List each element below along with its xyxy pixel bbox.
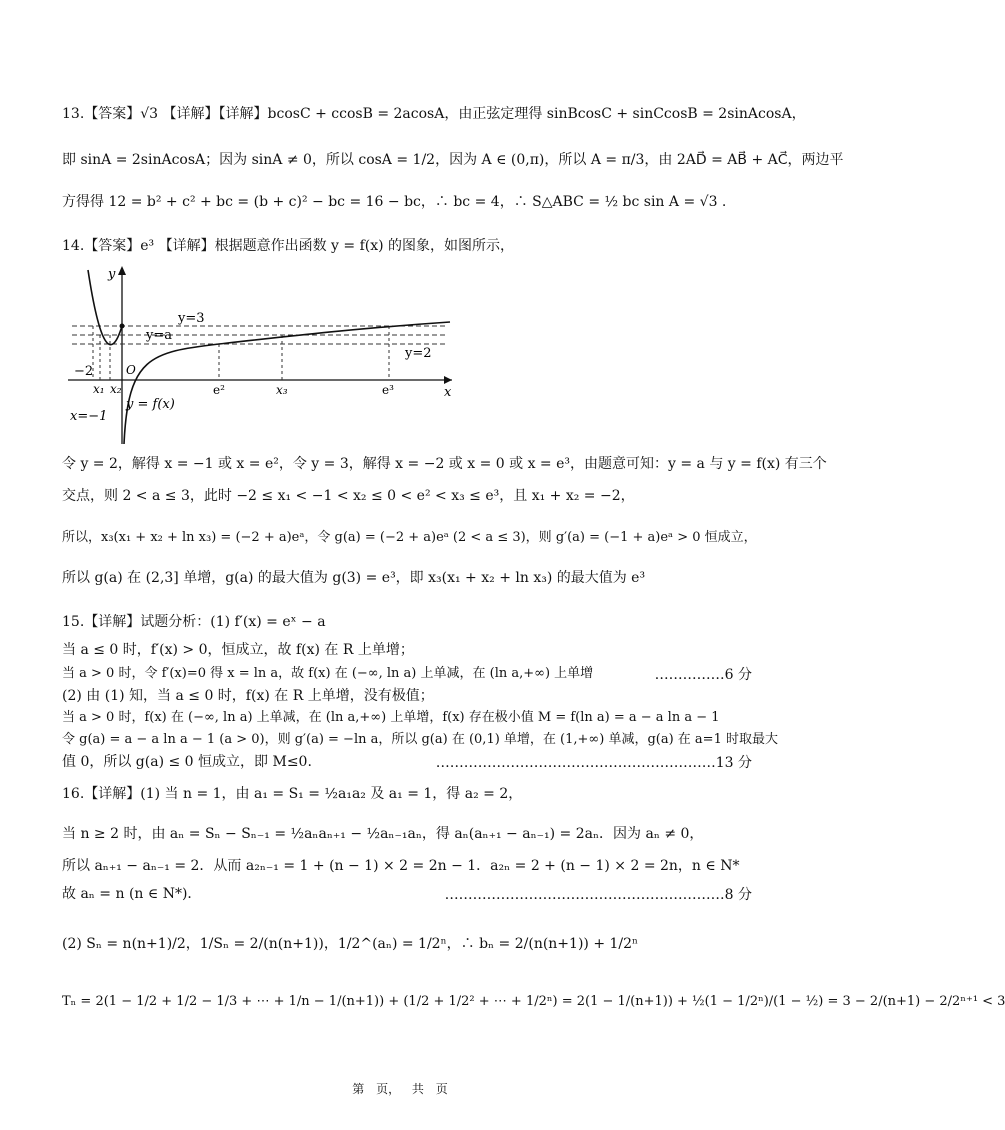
p15-line-5: 当 a > 0 时，f(x) 在 (−∞, ln a) 上单减，在 (ln a,+∞) 上单增，f(x) 存在极小值 M = f(ln a) = a − a ln a − 1 (62, 710, 720, 725)
p16-line-3: 所以 aₙ₊₁ − aₙ₋₁ = 2．从而 a₂ₙ₋₁ = 1 + (n − 1) × 2 = 2n − 1．a₂ₙ = 2 + (n − 1) × 2 = 2n，n ∈ N* (62, 858, 740, 874)
label-y3: y=3 (178, 311, 205, 326)
p14-line-5: 所以 g(a) 在 (2,3] 单增，g(a) 的最大值为 g(3) = e³，即 x₃(x₁ + x₂ + ln x₃) 的最大值为 e³ (62, 570, 646, 586)
p15-line-1: 15.【详解】试题分析：(1) f′(x) = eˣ − a (62, 614, 326, 630)
p16-line-2: 当 n ≥ 2 时，由 aₙ = Sₙ − Sₙ₋₁ = ½aₙaₙ₊₁ − ½aₙ₋₁aₙ，得 aₙ(aₙ₊₁ − aₙ₋₁) = 2aₙ．因为 aₙ ≠ 0， (62, 826, 704, 842)
p15-line-7: 值 0，所以 g(a) ≤ 0 恒成立，即 M≤0. (62, 754, 312, 770)
p16-line-4: 故 aₙ = n (n ∈ N*)． (62, 886, 202, 902)
p16-line-6: Tₙ = 2(1 − 1/2 + 1/2 − 1/3 + ⋯ + 1/n − 1/(n+1)) + (1/2 + 1/2² + ⋯ + 1/2ⁿ) = 2(1 − 1/(n+1)) + ½(1 − 1/2ⁿ)/(1 − ½) = 3 − 2/(n+1) − 2/2ⁿ⁺¹ < 3 (62, 994, 1005, 1009)
label-e3: e³ (382, 383, 394, 397)
p15-score-2: ……………………………………………………13 分 (435, 755, 752, 771)
p16-line-1: 16.【详解】(1) 当 n = 1，由 a₁ = S₁ = ½a₁a₂ 及 a₁ = 1，得 a₂ = 2， (62, 786, 523, 802)
footer-total-unit: 页 (435, 1082, 448, 1096)
origin-label: O (126, 363, 136, 377)
p15-line-4: (2) 由 (1) 知，当 a ≤ 0 时，f(x) 在 R 上单增，没有极值； (62, 688, 434, 704)
y-axis-label: y (108, 267, 116, 282)
label-x1: x₁ (93, 382, 105, 396)
p13-line-2: 即 sinA = 2sinAcosA；因为 sinA ≠ 0，所以 cosA = 1/2，因为 A ∈ (0,π)，所以 A = π/3，由 2AD⃗ = AB⃗ + AC⃗，两边平 (62, 152, 844, 168)
y-axis-arrow-icon (118, 266, 126, 275)
p14-line-1: 14.【答案】e³ 【详解】根据题意作出函数 y = f(x) 的图象，如图所示， (62, 238, 515, 254)
label-neg2: −2 (74, 364, 94, 379)
label-fx: y = f(x) (126, 397, 175, 412)
p15-line-2: 当 a ≤ 0 时，f′(x) > 0，恒成立，故 f(x) 在 R 上单增； (62, 642, 414, 658)
p16-line-5: (2) Sₙ = n(n+1)/2，1/Sₙ = 2/(n(n+1))，1/2^(aₙ) = 1/2ⁿ，∴ bₙ = 2/(n(n+1)) + 1/2ⁿ (62, 936, 639, 952)
p14-line-2: 令 y = 2，解得 x = −1 或 x = e²，令 y = 3，解得 x = −2 或 x = 0 或 x = e³，由题意可知：y = a 与 y = f(x) 有三个 (62, 456, 827, 472)
label-x3: x₃ (276, 383, 288, 397)
p13-line-1: 13.【答案】√3 【详解】【详解】bcosC + ccosB = 2acosA，由正弦定理得 sinBcosC + sinCcosB = 2sinAcosA， (62, 106, 806, 122)
p14-line-4: 所以，x₃(x₁ + x₂ + ln x₃) = (−2 + a)eᵃ，令 g(a) = (−2 + a)eᵃ (2 < a ≤ 3)，则 g′(a) = (−1 + a)eᵃ > 0 恒成立， (62, 530, 757, 545)
label-ya: y=a (146, 328, 172, 343)
p16-score-1: ……………………………………………………8 分 (444, 887, 752, 903)
label-xneg1: x=−1 (70, 409, 108, 424)
label-e2: e² (213, 383, 225, 397)
label-x2: x₂ (110, 382, 122, 396)
x-axis-arrow-icon (444, 376, 452, 384)
p15-line-3: 当 a > 0 时，令 f′(x)=0 得 x = ln a，故 f(x) 在 (−∞, ln a) 上单减，在 (ln a,+∞) 上单增 (62, 666, 594, 681)
footer-page: 第 (352, 1082, 365, 1096)
footer-page-unit: 页， (376, 1082, 401, 1096)
label-y2: y=2 (405, 346, 432, 361)
p14-line-3: 交点，则 2 < a ≤ 3，此时 −2 ≤ x₁ < −1 < x₂ ≤ 0 < e² < x₃ ≤ e³，且 x₁ + x₂ = −2， (62, 488, 635, 504)
endpoint-dot (120, 324, 125, 329)
x-axis-label: x (444, 385, 452, 400)
p13-line-3: 方得得 12 = b² + c² + bc = (b + c)² − bc = 16 − bc，∴ bc = 4，∴ S△ABC = ½ bc sin A = √3 . (62, 194, 727, 210)
function-graph (60, 262, 460, 448)
page-footer (0, 1080, 800, 1097)
footer-total: 共 (411, 1082, 424, 1096)
p15-line-6: 令 g(a) = a − a ln a − 1 (a > 0)，则 g′(a) = −ln a，所以 g(a) 在 (0,1) 单增，在 (1,+∞) 单减，g(a) 在 a=1 时取最大 (62, 732, 778, 747)
p15-score-1: ……………6 分 (654, 667, 752, 683)
